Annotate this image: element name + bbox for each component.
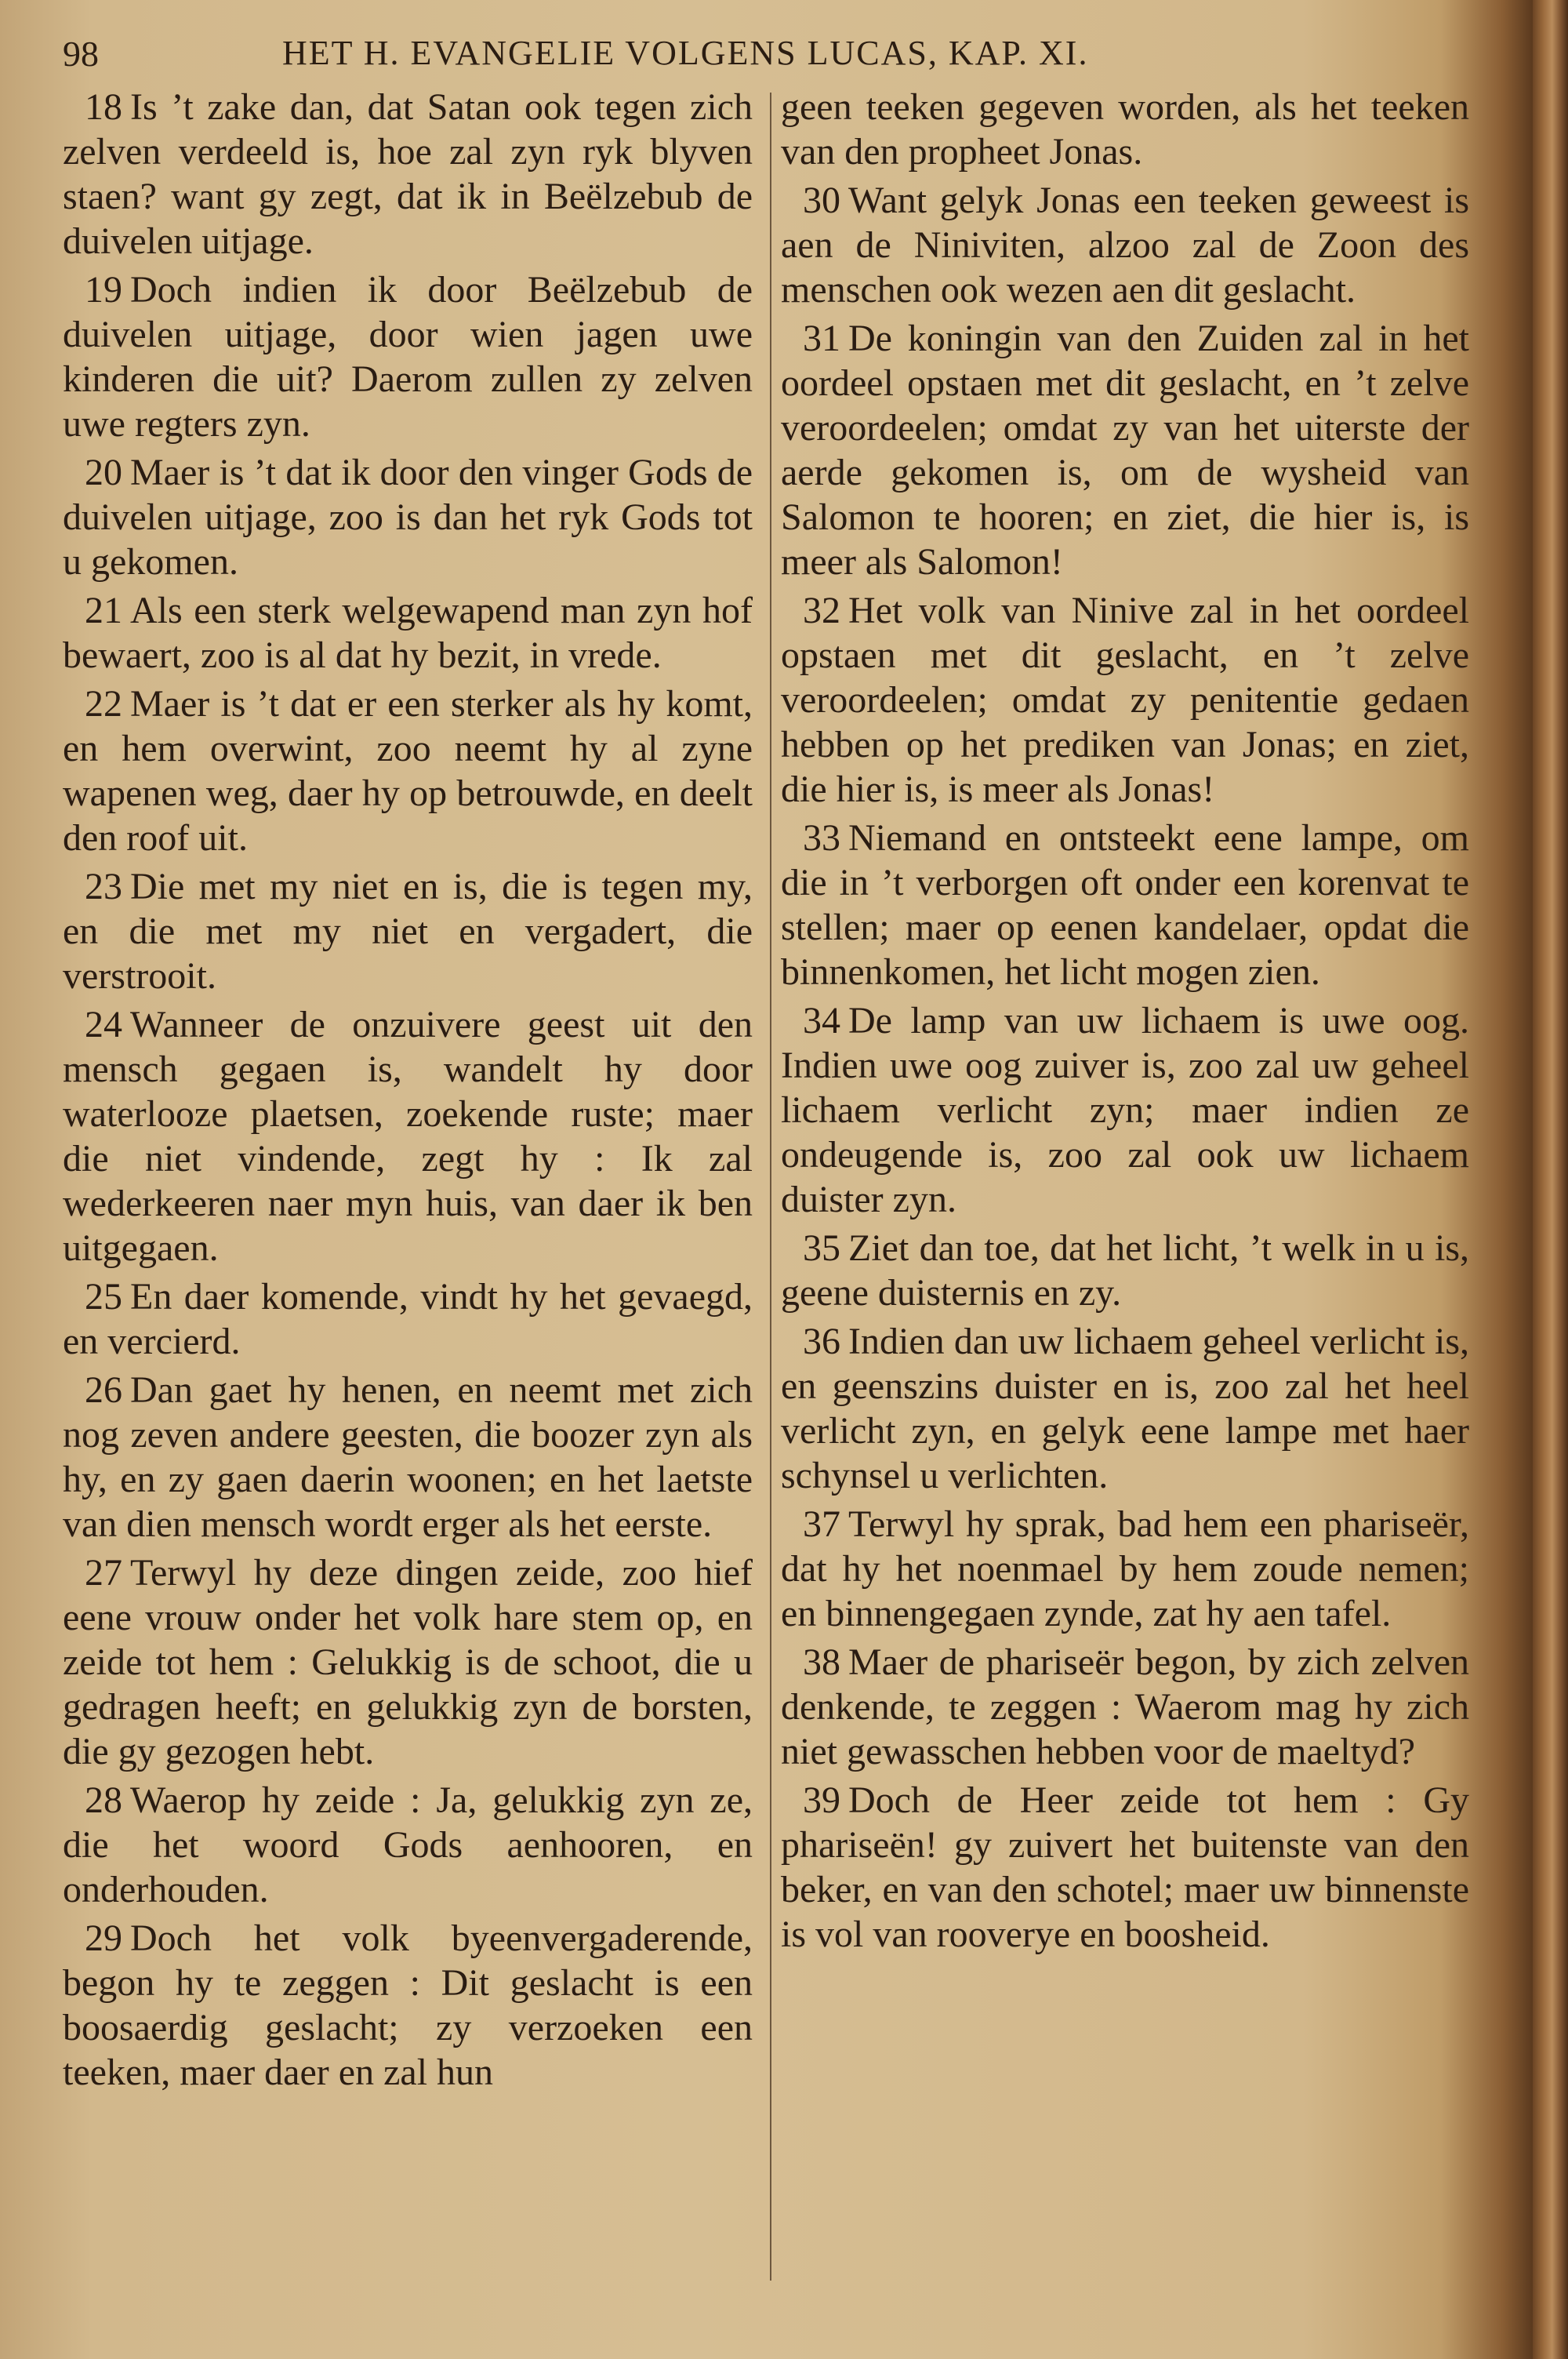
verse-number: 27 (85, 1552, 122, 1594)
verse-38 (781, 1640, 1469, 1774)
verse-34 (781, 998, 1469, 1222)
verse-number: 33 (803, 817, 840, 859)
verse-number: 34 (803, 1000, 840, 1041)
verse-20 (63, 450, 753, 584)
verse-29 (63, 1916, 753, 2095)
running-title: HET H. EVANGELIE VOLGENS LUCAS, KAP. XI. (282, 34, 1089, 72)
verse-number: 29 (85, 1917, 122, 1959)
verse-39 (781, 1778, 1469, 1957)
verse-number: 31 (803, 318, 840, 359)
verse-number: 23 (85, 866, 122, 907)
verse-continued (781, 85, 1469, 174)
verse-text: Doch de Heer zeide tot hem : Gy phariseën! gy zuivert het buitenste van den beker, en van den schotel; maer uw binnenste is vol van rooverye en boosheid. (781, 1779, 1469, 1955)
verse-text: Waerop hy zeide : Ja, gelukkig zyn ze, die het woord Gods aenhooren, en onderhouden. (63, 1779, 753, 1910)
verse-text: De koningin van den Zuiden zal in het oordeel opstaen met dit geslacht, en ’t zelve veroordeelen; omdat zy van het uiterste der aerde gekomen is, om de wysheid van Salomon te hooren; en ziet, die hier is, is meer als Salomon! (781, 318, 1469, 583)
verse-37 (781, 1502, 1469, 1636)
verse-27 (63, 1550, 753, 1774)
verse-31 (781, 316, 1469, 584)
verse-number: 28 (85, 1779, 122, 1821)
verse-text: Doch het volk byeenvergaderende, begon hy te zeggen : Dit geslacht is een boosaerdig geslacht; zy verzoeken een teeken, maer daer en zal hun (63, 1917, 753, 2093)
left-text-column (63, 85, 753, 2099)
verse-text: Maer is ’t dat er een sterker als hy komt, en hem overwint, zoo neemt hy al zyne wapenen weg, daer hy op betrouwde, en deelt den roof uit. (63, 683, 753, 859)
verse-number: 32 (803, 590, 840, 631)
verse-text: Ziet dan toe, dat het licht, ’t welk in u is, geene duisternis en zy. (781, 1227, 1469, 1314)
adjacent-page-bleed (1543, 0, 1568, 2359)
verse-28 (63, 1778, 753, 1912)
column-divider (770, 93, 771, 2281)
verse-number: 36 (803, 1321, 840, 1362)
verse-text: Dan gaet hy henen, en neemt met zich nog zeven andere geesten, die boozer zyn als hy, en zy gaen daerin woonen; en het laetste van dien mensch wordt erger als het eerste. (63, 1369, 753, 1545)
verse-number: 37 (803, 1503, 840, 1545)
verse-30 (781, 178, 1469, 312)
verse-number: 35 (803, 1227, 840, 1269)
verse-text: geen teeken gegeven worden, als het teeken van den propheet Jonas. (781, 86, 1469, 173)
verse-text: Is ’t zake dan, dat Satan ook tegen zich zelven verdeeld is, hoe zal zyn ryk blyven staen? want gy zegt, dat ik in Beëlzebub de duivelen uitjage. (63, 86, 753, 262)
verse-text: Wanneer de onzuivere geest uit den mensch gegaen is, wandelt hy door waterlooze plaetsen, zoekende ruste; maer die niet vindende, zegt hy : Ik zal wederkeeren naer myn huis, van daer ik ben uitgegaen. (63, 1004, 753, 1269)
verse-number: 30 (803, 180, 840, 221)
verse-number: 22 (85, 683, 122, 725)
verse-text: Die met my niet en is, die is tegen my, en die met my niet en vergadert, die verstrooit. (63, 866, 753, 997)
verse-36 (781, 1319, 1469, 1498)
verse-text: Niemand en ontsteekt eene lampe, om die in ’t verborgen oft onder een korenvat te stellen; maer op eenen kandelaer, opdat die binnenkomen, het licht mogen zien. (781, 817, 1469, 993)
verse-25 (63, 1274, 753, 1364)
verse-26 (63, 1368, 753, 1547)
verse-text: Doch indien ik door Beëlzebub de duivelen uitjage, door wien jagen uwe kinderen die uit? Daerom zullen zy zelven uwe regters zyn. (63, 269, 753, 445)
verse-text: Terwyl hy deze dingen zeide, zoo hief eene vrouw onder het volk hare stem op, en zeide tot hem : Gelukkig is de schoot, die u gedragen heeft; en gelukkig zyn de borsten, die gy gezogen hebt. (63, 1552, 753, 1772)
verse-22 (63, 682, 753, 860)
verse-number: 39 (803, 1779, 840, 1821)
right-text-column (781, 85, 1469, 1961)
verse-number: 20 (85, 452, 122, 493)
verse-number: 38 (803, 1641, 840, 1683)
verse-32 (781, 588, 1469, 812)
verse-text: Maer de phariseër begon, by zich zelven denkende, te zeggen : Waerom mag hy zich niet gewasschen hebben voor de maeltyd? (781, 1641, 1469, 1772)
verse-21 (63, 588, 753, 678)
verse-number: 26 (85, 1369, 122, 1411)
verse-number: 21 (85, 590, 122, 631)
verse-text: Indien dan uw lichaem geheel verlicht is, en geenszins duister en is, zoo zal het heel verlicht zyn, en gelyk eene lampe met haer schynsel u verlichten. (781, 1321, 1469, 1496)
verse-text: Want gelyk Jonas een teeken geweest is aen de Niniviten, alzoo zal de Zoon des menschen ook wezen aen dit geslacht. (781, 180, 1469, 311)
verse-19 (63, 267, 753, 446)
verse-text: De lamp van uw lichaem is uwe oog. Indien uwe oog zuiver is, zoo zal uw geheel lichaem verlicht zyn; maer indien ze ondeugende is, zoo zal ook uw lichaem duister zyn. (781, 1000, 1469, 1220)
verse-text: Maer is ’t dat ik door den vinger Gods de duivelen uitjage, zoo is dan het ryk Gods tot u gekomen. (63, 452, 753, 583)
verse-text: Het volk van Ninive zal in het oordeel opstaen met dit geslacht, en ’t zelve veroordeelen; omdat zy penitentie gedaen hebben op het prediken van Jonas; en ziet, die hier is, is meer als Jonas! (781, 590, 1469, 810)
verse-text: Terwyl hy sprak, bad hem een phariseër, dat hy het noenmael by hem zoude nemen; en binnengegaen zynde, zat hy aen tafel. (781, 1503, 1469, 1634)
page-number: 98 (63, 34, 99, 74)
verse-23 (63, 864, 753, 998)
verse-number: 19 (85, 269, 122, 311)
verse-35 (781, 1226, 1469, 1315)
verse-number: 24 (85, 1004, 122, 1045)
verse-number: 25 (85, 1276, 122, 1318)
verse-33 (781, 816, 1469, 994)
verse-text: En daer komende, vindt hy het gevaegd, en vercierd. (63, 1276, 753, 1362)
verse-number: 18 (85, 86, 122, 128)
verse-text: Als een sterk welgewapend man zyn hof bewaert, zoo is al dat hy bezit, in vrede. (63, 590, 753, 676)
page-header (63, 28, 1254, 83)
verse-18 (63, 85, 753, 264)
verse-24 (63, 1002, 753, 1270)
